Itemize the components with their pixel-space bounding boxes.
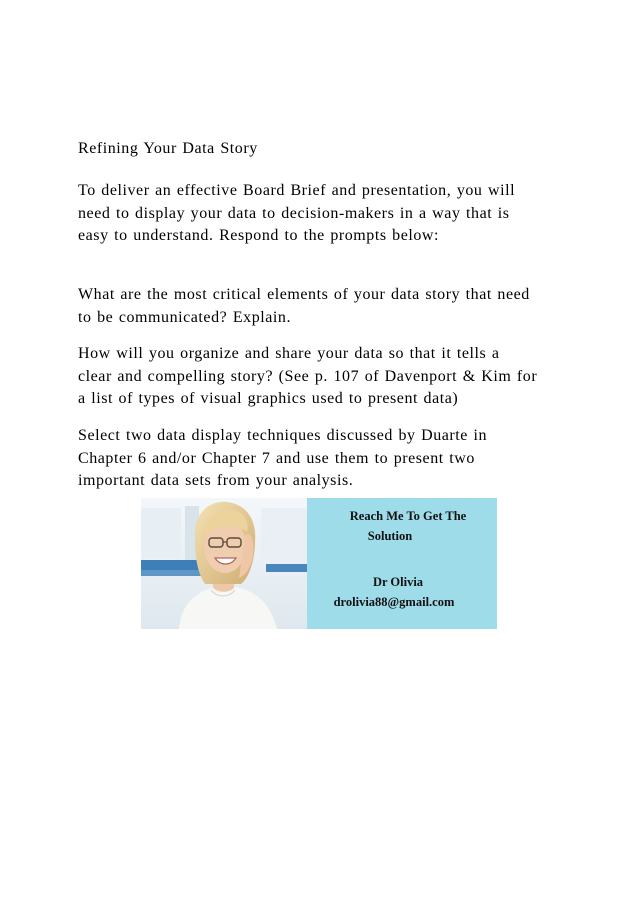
ad-contact-email[interactable]: drolivia88@gmail.com [333,595,455,609]
ad-heading-line-2: Solution [367,529,413,543]
woman-photo [141,498,307,629]
prompt-paragraph-2: How will you organize and share your data so that it tells a clear and compelling story? (See p. 107 of Davenport & Kim for a list of types of visual graphics used to present data) [78,345,538,408]
ad-contact-name: Dr Olivia [372,575,424,589]
document-title: Refining Your Data Story [78,140,258,157]
ad-heading-line-1: Reach Me To Get The [349,509,467,523]
prompt-paragraph-3: Select two data display techniques discussed by Duarte in Chapter 6 and/or Chapter 7 and use them to present two important data sets from your analysis. [78,427,488,490]
contact-ad-banner [141,498,497,629]
prompt-paragraph-1: What are the most critical elements of your data story that need to be communicated? Explain. [78,286,530,326]
ad-text-panel [307,498,497,629]
intro-paragraph: To deliver an effective Board Brief and presentation, you will need to display your data to decision-makers in a way that is easy to understand. Respond to the prompts below: [78,182,516,245]
